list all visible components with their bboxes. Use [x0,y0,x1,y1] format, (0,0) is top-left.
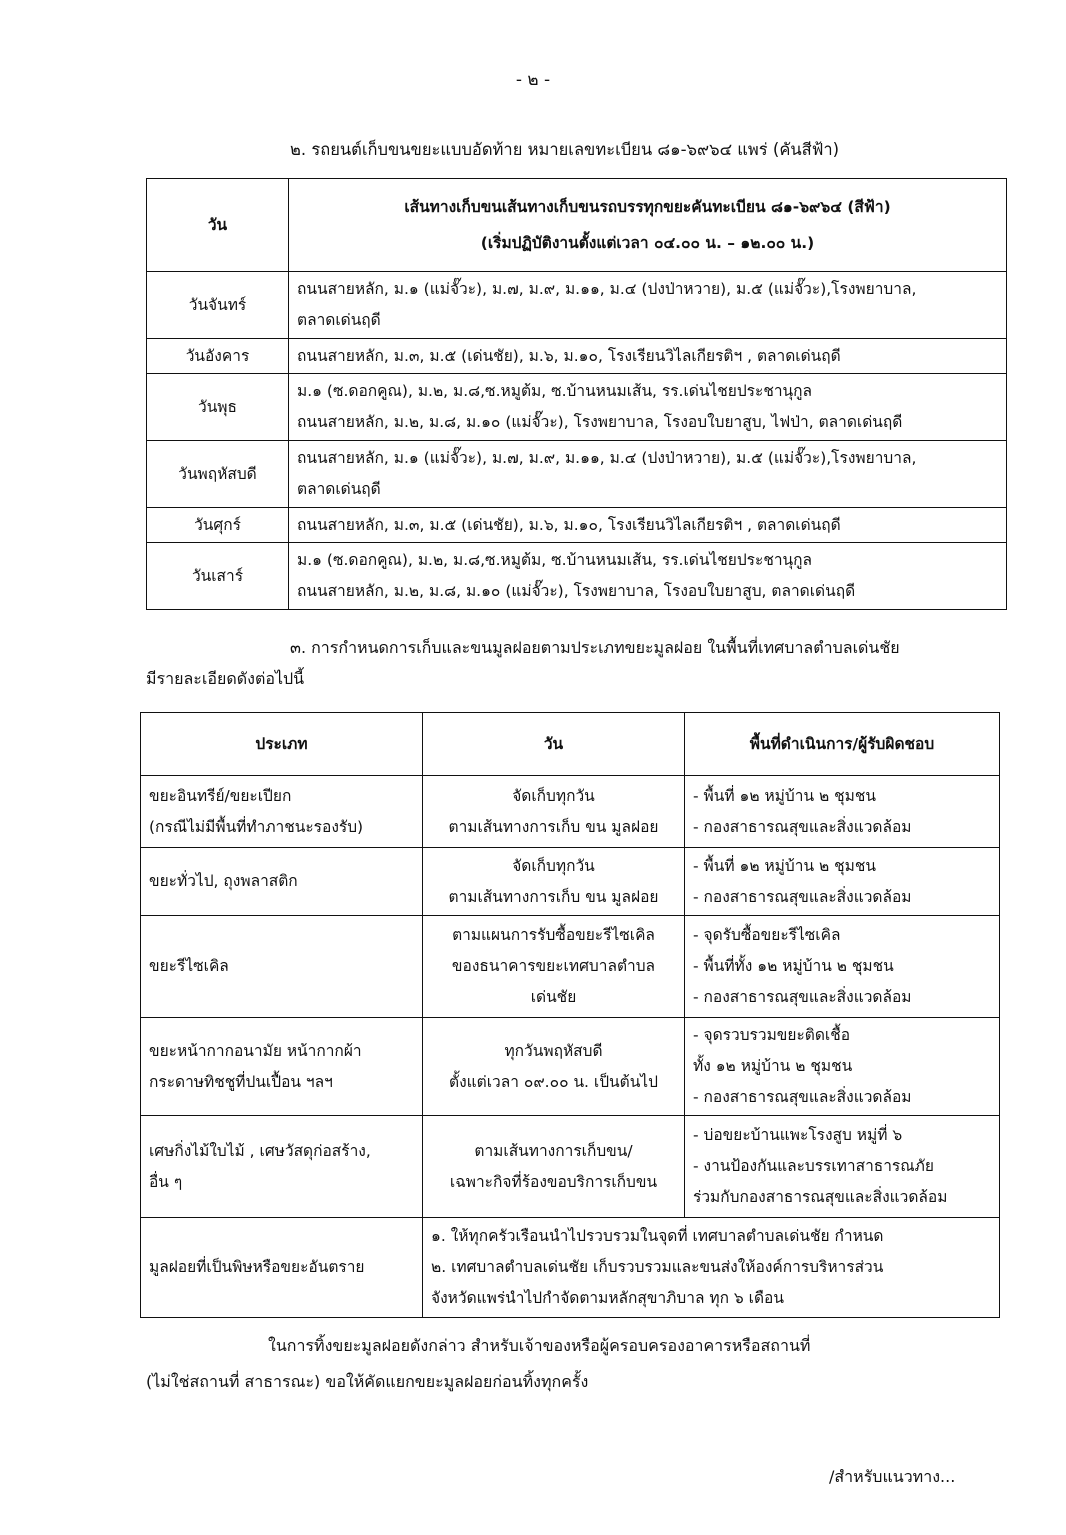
header-route [289,179,1007,272]
table-header-row [147,179,1007,272]
area-line: - พื้นที่ ๑๒ หมู่บ้าน ๒ ชุมชน [693,786,876,805]
table-row [141,848,1000,916]
day-line: ของธนาคารขยะเทศบาลตำบล [451,957,656,975]
day-cell [423,848,685,916]
area-line: - กองสาธารณสุขและสิ่งแวดล้อม [693,988,912,1006]
table-row [141,916,1000,1018]
table-row [147,508,1007,543]
type-cell [141,776,423,848]
day-line: ตามเส้นทางการเก็บขน/ [474,1141,633,1160]
area-line: - กองสาธารณสุขและสิ่งแวดล้อม [693,887,912,906]
closing-line1: ในการทิ้งขยะมูลฝอยดังกล่าว สำหรับเจ้าของหรือผู้ครอบครองอาคารหรือสถานที่ [268,1336,811,1355]
type-cell [141,1018,423,1116]
header-route-line1: เส้นทางเก็บขนเส้นทางเก็บขนรถบรรทุกขยะคันทะเบียน ๘๑-๖๙๖๔ (สีฟ้า) [404,198,891,216]
day-cell: วันพุธ [147,374,289,441]
route-schedule-table [146,178,1007,610]
type-cell [141,1116,423,1218]
area-cell [685,848,1000,916]
header-area: พื้นที่ดำเนินการ/ผู้รับผิดชอบ [685,713,1000,776]
day-line: เด่นชัย [530,988,577,1006]
day-line: ตั้งแต่เวลา ๐๙.๐๐ น. เป็นต้นไป [449,1072,658,1091]
route-line: ตลาดเด่นฤดี [297,311,381,329]
area-line: - จุดรวบรวมขยะติดเชื้อ [693,1026,851,1044]
day-cell: วันพฤหัสบดี [147,441,289,508]
table-row [147,374,1007,441]
route-line: ถนนสายหลัก, ม.๒, ม.๘, ม.๑๐ (แม่จั๊วะ), โรงพยาบาล, โรงอบใบยาสูบ, ไฟป่า, ตลาดเด่นฤดี [297,413,903,431]
day-line: ทุกวันพฤหัสบดี [504,1041,603,1060]
day-cell: วันศุกร์ [147,508,289,543]
type-line: ขยะรีไซเคิล [149,957,229,975]
area-cell [685,1116,1000,1218]
route-line: ถนนสายหลัก, ม.๑ (แม่จั๊วะ), ม.๗, ม.๙, ม.๑๑, ม.๔ (ปงป่าหวาย), ม.๕ (แม่จั๊วะ),โรงพยาบาล, [297,280,917,298]
day-cell [423,1116,685,1218]
route-cell [289,272,1007,339]
route-cell [289,374,1007,441]
area-cell [685,1018,1000,1116]
area-line: - จุดรับซื้อขยะรีไซเคิล [693,926,841,944]
day-cell [423,776,685,848]
day-line: จัดเก็บทุกวัน [512,856,595,875]
day-cell: วันเสาร์ [147,543,289,610]
type-cell [141,916,423,1018]
day-line: จัดเก็บทุกวัน [512,786,595,805]
area-line: - กองสาธารณสุขและสิ่งแวดล้อม [693,817,912,836]
day-line: ตามแผนการรับซื้อขยะรีไซเคิล [452,926,655,944]
route-line: ม.๑ (ซ.ดอกคูณ), ม.๒, ม.๘,ซ.หมูต้ม, ซ.บ้านหนมเส้น, รร.เด่นไชยประชานุกูล [297,382,813,400]
hazard-instructions-cell [423,1218,1000,1318]
route-line: ถนนสายหลัก, ม.๓, ม.๕ (เด่นชัย), ม.๖, ม.๑๐, โรงเรียนวิไลเกียรติฯ , ตลาดเด่นฤดี [297,515,841,534]
route-line: ตลาดเด่นฤดี [297,480,381,498]
hazard-line: ๒. เทศบาลตำบลเด่นชัย เก็บรวบรวมและขนส่งให้องค์การบริหารส่วน [431,1258,884,1276]
area-line: - กองสาธารณสุขและสิ่งแวดล้อม [693,1088,912,1106]
route-cell [289,508,1007,543]
hazard-line: ๑. ให้ทุกครัวเรือนนำไปรวบรวมในจุดที่ เทศบาลตำบลเด่นชัย กำหนด [431,1227,884,1245]
area-line: - พื้นที่ ๑๒ หมู่บ้าน ๒ ชุมชน [693,856,876,875]
section3-intro-line1: ๓. การกำหนดการเก็บและขนมูลฝอยตามประเภทขยะมูลฝอย ในพื้นที่เทศบาลตำบลเด่นชัย [290,638,900,657]
area-line: ร่วมกับกองสาธารณสุขและสิ่งแวดล้อม [693,1188,948,1206]
area-line: - บ่อขยะบ้านแพะโรงสูบ หมู่ที่ ๖ [693,1126,903,1144]
section2-title: ๒. รถยนต์เก็บขนขยะแบบอัดท้าย หมายเลขทะเบียน ๘๑-๖๙๖๔ แพร่ (คันสีฟ้า) [290,140,840,159]
table-row [141,1018,1000,1116]
day-line: ตามเส้นทางการเก็บ ขน มูลฝอย [448,887,659,906]
day-cell [423,916,685,1018]
route-cell [289,339,1007,374]
table-row [141,776,1000,848]
table-row [147,441,1007,508]
type-line: เศษกิ่งไม้ใบไม้ , เศษวัสดุก่อสร้าง, [149,1141,371,1160]
type-cell: มูลฝอยที่เป็นพิษหรือขยะอันตราย [141,1218,423,1318]
area-cell [685,776,1000,848]
type-line: กระดาษทิชชูที่ปนเปื้อน ฯลฯ [149,1072,333,1091]
route-line: ถนนสายหลัก, ม.๓, ม.๕ (เด่นชัย), ม.๖, ม.๑๐, โรงเรียนวิไลเกียรติฯ , ตลาดเด่นฤดี [297,346,841,365]
route-cell [289,543,1007,610]
area-line: ทั้ง ๑๒ หมู่บ้าน ๒ ชุมชน [693,1057,853,1075]
day-line: เฉพาะกิจที่ร้องขอบริการเก็บขน [449,1172,658,1191]
header-type: ประเภท [141,713,423,776]
route-line: ถนนสายหลัก, ม.๑ (แม่จั๊วะ), ม.๗, ม.๙, ม.๑๑, ม.๔ (ปงป่าหวาย), ม.๕ (แม่จั๊วะ),โรงพยาบาล, [297,449,917,467]
area-line: - งานป้องกันและบรรเทาสาธารณภัย [693,1157,934,1175]
header-day: วัน [147,179,289,272]
day-cell [423,1018,685,1116]
type-line: ขยะอินทรีย์/ขยะเปียก [149,786,292,805]
type-line: อื่น ๆ [149,1172,183,1191]
header-route-line2: (เริ่มปฏิบัติงานตั้งแต่เวลา ๐๔.๐๐ น. – ๑๒.๐๐ น.) [480,234,815,252]
day-line: ตามเส้นทางการเก็บ ขน มูลฝอย [448,817,659,836]
day-cell: วันจันทร์ [147,272,289,339]
route-cell [289,441,1007,508]
table-row [147,543,1007,610]
type-line: ขยะทั่วไป, ถุงพลาสติก [149,872,298,890]
table-row [147,272,1007,339]
header-day: วัน [423,713,685,776]
area-cell [685,916,1000,1018]
type-line: ขยะหน้ากากอนามัย หน้ากากผ้า [149,1041,362,1060]
day-cell: วันอังคาร [147,339,289,374]
table-header-row [141,713,1000,776]
table-row [141,1116,1000,1218]
route-line: ถนนสายหลัก, ม.๒, ม.๘, ม.๑๐ (แม่จั๊วะ), โรงพยาบาล, โรงอบใบยาสูบ, ตลาดเด่นฤดี [297,582,856,600]
waste-type-table [140,712,1000,1318]
page-number: - ๒ - [515,70,551,90]
area-line: - พื้นที่ทั้ง ๑๒ หมู่บ้าน ๒ ชุมชน [693,957,894,975]
hazard-line: จังหวัดแพร่นำไปกำจัดตามหลักสุขาภิบาล ทุก ๖ เดือน [431,1289,784,1307]
section3-intro-line2: มีรายละเอียดดังต่อไปนี้ [146,669,305,688]
type-line: (กรณีไม่มีพื้นที่ทำภาชนะรองรับ) [149,817,364,836]
continuation-note: /สำหรับแนวทาง... [829,1467,956,1486]
closing-line2: (ไม่ใช่สถานที่ สาธารณะ) ขอให้คัดแยกขยะมูลฝอยก่อนทิ้งทุกครั้ง [146,1372,589,1391]
route-line: ม.๑ (ซ.ดอกคูณ), ม.๒, ม.๘,ซ.หมูต้ม, ซ.บ้านหนมเส้น, รร.เด่นไชยประชานุกูล [297,551,813,569]
table-row [147,339,1007,374]
table-row [141,1218,1000,1318]
type-cell [141,848,423,916]
